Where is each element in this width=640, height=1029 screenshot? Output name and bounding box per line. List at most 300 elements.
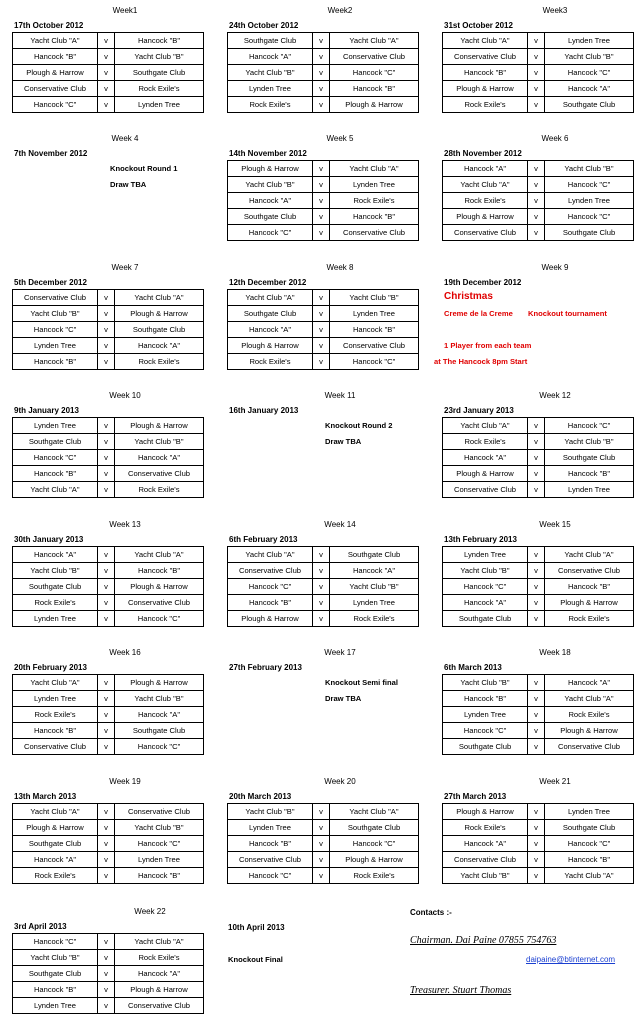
away-team: Yacht Club "A" [115,547,204,563]
away-team: Conservative Club [115,998,204,1014]
away-team: Hancock "B" [330,322,419,338]
week-date: 19th December 2012 [444,278,522,287]
fixture-table [442,803,634,884]
away-team: Hancock "A" [115,338,204,354]
fixture-row [13,482,204,498]
away-team: Plough & Harrow [330,97,419,113]
fixture-row [13,691,204,707]
fixture-table [227,289,419,370]
fixture-row [13,868,204,884]
versus: v [528,691,545,707]
christmas-players: 1 Player from each team [444,341,532,350]
away-team: Yacht Club "A" [115,934,204,950]
versus: v [528,418,545,434]
week-label: Week 18 [539,648,571,657]
fixture-table [442,546,634,627]
versus: v [313,97,330,113]
fixture-row [13,836,204,852]
contacts-heading: Contacts :- [410,908,452,917]
fixture-row [443,482,634,498]
fixture-row [228,225,419,241]
versus: v [528,611,545,627]
week-label: Week 6 [541,134,569,143]
fixture-row [228,193,419,209]
home-team: Rock Exile's [443,434,528,450]
away-team: Yacht Club "B" [115,434,204,450]
week-date: 6th February 2013 [229,535,298,544]
week-label: Week 22 [134,907,166,916]
home-team: Hancock "B" [13,466,98,482]
fixture-row [443,852,634,868]
fixture-table [442,32,634,113]
fixture-row [443,81,634,97]
home-team: Yacht Club "B" [228,177,313,193]
home-team: Yacht Club "B" [443,868,528,884]
away-team: Conservative Club [545,739,634,755]
versus: v [313,354,330,370]
away-team: Southgate Club [545,225,634,241]
away-team: Hancock "A" [115,966,204,982]
fixture-row [13,707,204,723]
fixture-row [13,950,204,966]
away-team: Southgate Club [115,322,204,338]
versus: v [98,804,115,820]
versus: v [313,547,330,563]
versus: v [98,595,115,611]
away-team: Lynden Tree [115,852,204,868]
away-team: Yacht Club "A" [330,804,419,820]
week-date: 5th December 2012 [14,278,87,287]
christmas-venue: at The Hancock 8pm Start [434,357,528,366]
away-team: Plough & Harrow [115,675,204,691]
chairman-contact: Chairman. Dai Paine 07855 754763 [410,935,557,946]
away-team: Plough & Harrow [115,579,204,595]
away-team: Rock Exile's [115,354,204,370]
versus: v [528,723,545,739]
versus: v [98,675,115,691]
away-team: Rock Exile's [330,868,419,884]
away-team: Yacht Club "A" [545,691,634,707]
fixture-row [13,81,204,97]
week-date: 31st October 2012 [444,21,513,30]
fixture-row [228,338,419,354]
versus: v [98,982,115,998]
fixture-row [443,820,634,836]
versus: v [528,97,545,113]
fixture-table [227,546,419,627]
home-team: Conservative Club [13,290,98,306]
draw-note: Draw TBA [325,437,362,446]
away-team: Southgate Club [330,820,419,836]
versus: v [528,209,545,225]
fixture-row [443,466,634,482]
fixture-row [13,966,204,982]
away-team: Yacht Club "A" [330,33,419,49]
away-team: Southgate Club [330,547,419,563]
versus: v [313,290,330,306]
home-team: Hancock "A" [443,161,528,177]
week-date: 13th March 2013 [14,792,77,801]
fixture-row [13,290,204,306]
week-label: Week 7 [111,263,139,272]
fixture-row [13,466,204,482]
versus: v [98,852,115,868]
home-team: Yacht Club "B" [228,65,313,81]
versus: v [313,868,330,884]
home-team: Hancock "C" [443,579,528,595]
home-team: Hancock "A" [13,547,98,563]
fixture-row [443,97,634,113]
week-date: 16th January 2013 [229,406,299,415]
versus: v [98,33,115,49]
fixture-row [13,998,204,1014]
treasurer-contact: Treasurer. Stuart Thomas [410,985,512,996]
chairman-email-link[interactable]: daipaine@btinternet.com [526,955,616,964]
versus: v [313,563,330,579]
away-team: Plough & Harrow [115,306,204,322]
away-team: Lynden Tree [545,482,634,498]
versus: v [528,595,545,611]
fixture-table [12,933,204,1014]
away-team: Hancock "A" [545,675,634,691]
versus: v [528,820,545,836]
home-team: Southgate Club [443,611,528,627]
draw-note: Draw TBA [110,180,147,189]
home-team: Southgate Club [13,434,98,450]
fixture-row [13,97,204,113]
knockout-round: Knockout Semi final [325,678,398,687]
fixture-row [443,611,634,627]
versus: v [313,177,330,193]
versus: v [98,723,115,739]
fixture-row [228,595,419,611]
fixture-row [13,547,204,563]
fixture-row [443,33,634,49]
versus: v [528,579,545,595]
home-team: Hancock "A" [228,322,313,338]
away-team: Southgate Club [115,65,204,81]
fixture-row [13,450,204,466]
fixture-row [443,547,634,563]
home-team: Lynden Tree [443,707,528,723]
away-team: Hancock "C" [330,65,419,81]
week-date: 28th November 2012 [444,149,522,158]
home-team: Yacht Club "A" [443,177,528,193]
away-team: Conservative Club [330,49,419,65]
versus: v [313,161,330,177]
home-team: Conservative Club [13,81,98,97]
away-team: Plough & Harrow [330,852,419,868]
away-team: Rock Exile's [115,950,204,966]
home-team: Yacht Club "B" [443,675,528,691]
home-team: Plough & Harrow [13,820,98,836]
versus: v [313,33,330,49]
fixture-row [228,579,419,595]
away-team: Hancock "C" [115,739,204,755]
fixture-row [13,563,204,579]
versus: v [98,966,115,982]
away-team: Hancock "C" [115,836,204,852]
week-date: 30th January 2013 [14,535,84,544]
knockout-round: Knockout Round 2 [325,421,393,430]
home-team: Yacht Club "A" [228,547,313,563]
away-team: Conservative Club [330,338,419,354]
fixture-row [13,322,204,338]
away-team: Hancock "C" [545,418,634,434]
home-team: Rock Exile's [443,193,528,209]
away-team: Hancock "C" [330,836,419,852]
versus: v [98,547,115,563]
home-team: Conservative Club [443,225,528,241]
home-team: Lynden Tree [228,820,313,836]
home-team: Plough & Harrow [443,209,528,225]
fixture-row [443,579,634,595]
home-team: Hancock "B" [13,354,98,370]
home-team: Hancock "B" [13,723,98,739]
fixture-row [13,49,204,65]
away-team: Lynden Tree [115,97,204,113]
home-team: Southgate Club [13,579,98,595]
week-date: 27th March 2013 [444,792,507,801]
away-team: Conservative Club [115,595,204,611]
week-date: 9th January 2013 [14,406,79,415]
fixture-row [13,354,204,370]
week-date: 6th March 2013 [444,663,502,672]
fixture-row [443,65,634,81]
home-team: Hancock "C" [443,723,528,739]
week-label: Week1 [112,6,138,15]
versus: v [528,482,545,498]
versus: v [313,836,330,852]
fixture-row [13,579,204,595]
final-label: Knockout Final [228,955,283,964]
fixture-row [443,675,634,691]
versus: v [313,579,330,595]
versus: v [98,434,115,450]
knockout-round: Knockout Round 1 [110,164,178,173]
home-team: Yacht Club "A" [443,33,528,49]
home-team: Southgate Club [228,306,313,322]
versus: v [313,65,330,81]
away-team: Yacht Club "A" [330,161,419,177]
fixture-row [443,434,634,450]
fixture-row [228,804,419,820]
week-label: Week 16 [109,648,141,657]
fixture-row [13,595,204,611]
fixture-row [13,418,204,434]
away-team: Hancock "B" [545,579,634,595]
fixture-row [13,723,204,739]
versus: v [98,354,115,370]
week-label: Week 15 [539,520,571,529]
draw-note: Draw TBA [325,694,362,703]
fixture-row [228,820,419,836]
home-team: Lynden Tree [13,338,98,354]
week-date: 14th November 2012 [229,149,307,158]
versus: v [313,820,330,836]
week-label: Week 12 [539,391,571,400]
fixture-row [228,290,419,306]
fixture-row [443,691,634,707]
versus: v [528,707,545,723]
home-team: Lynden Tree [13,611,98,627]
fixture-row [228,306,419,322]
away-team: Lynden Tree [330,177,419,193]
home-team: Rock Exile's [13,868,98,884]
versus: v [528,33,545,49]
versus: v [98,338,115,354]
fixture-table [227,32,419,113]
fixture-row [228,65,419,81]
home-team: Yacht Club "A" [13,482,98,498]
home-team: Lynden Tree [228,81,313,97]
week-date: 23rd January 2013 [444,406,514,415]
home-team: Southgate Club [13,966,98,982]
away-team: Rock Exile's [330,193,419,209]
versus: v [528,177,545,193]
fixture-table [227,160,419,241]
home-team: Yacht Club "B" [443,563,528,579]
versus: v [528,739,545,755]
home-team: Yacht Club "A" [443,418,528,434]
versus: v [98,482,115,498]
home-team: Yacht Club "B" [13,563,98,579]
week-date: 20th February 2013 [14,663,87,672]
home-team: Hancock "B" [228,836,313,852]
versus: v [98,611,115,627]
home-team: Conservative Club [443,482,528,498]
fixture-table [12,32,204,113]
versus: v [98,65,115,81]
versus: v [528,225,545,241]
away-team: Lynden Tree [330,306,419,322]
week-date: 17th October 2012 [14,21,84,30]
home-team: Yacht Club "A" [13,675,98,691]
fixture-row [228,33,419,49]
fixture-row [13,852,204,868]
away-team: Hancock "B" [545,852,634,868]
versus: v [313,322,330,338]
versus: v [98,290,115,306]
home-team: Hancock "C" [228,579,313,595]
away-team: Plough & Harrow [545,595,634,611]
fixture-table [12,546,204,627]
week-date: 24th October 2012 [229,21,299,30]
away-team: Yacht Club "B" [115,49,204,65]
home-team: Conservative Club [443,852,528,868]
away-team: Hancock "A" [115,450,204,466]
fixture-row [13,982,204,998]
versus: v [313,804,330,820]
away-team: Yacht Club "B" [115,820,204,836]
fixture-table [442,160,634,241]
fixture-row [13,611,204,627]
away-team: Plough & Harrow [545,723,634,739]
week-date: 20th March 2013 [229,792,292,801]
fixture-table [442,417,634,498]
away-team: Yacht Club "A" [115,290,204,306]
fixture-row [13,33,204,49]
away-team: Conservative Club [330,225,419,241]
versus: v [98,466,115,482]
home-team: Rock Exile's [443,820,528,836]
away-team: Lynden Tree [545,804,634,820]
fixture-row [443,450,634,466]
week-label: Week 8 [326,263,354,272]
home-team: Hancock "C" [228,225,313,241]
christmas-event: Creme de la Creme [444,309,513,318]
versus: v [313,852,330,868]
home-team: Conservative Club [228,852,313,868]
versus: v [98,707,115,723]
home-team: Conservative Club [228,563,313,579]
versus: v [528,466,545,482]
home-team: Hancock "C" [13,934,98,950]
home-team: Lynden Tree [13,998,98,1014]
home-team: Yacht Club "A" [13,33,98,49]
fixture-row [13,306,204,322]
away-team: Hancock "C" [115,611,204,627]
fixture-row [13,65,204,81]
fixture-row [443,723,634,739]
week-label: Week 19 [109,777,141,786]
versus: v [528,434,545,450]
versus: v [528,450,545,466]
home-team: Hancock "A" [228,49,313,65]
away-team: Rock Exile's [545,707,634,723]
week-label: Week2 [327,6,353,15]
away-team: Hancock "B" [545,466,634,482]
fixture-row [13,820,204,836]
home-team: Rock Exile's [228,97,313,113]
home-team: Rock Exile's [13,707,98,723]
versus: v [313,595,330,611]
fixture-table [12,289,204,370]
week-date: 3rd April 2013 [14,922,67,931]
fixture-row [443,193,634,209]
versus: v [528,563,545,579]
home-team: Hancock "B" [13,982,98,998]
week-label: Week 4 [111,134,139,143]
week-label: Week3 [542,6,568,15]
versus: v [313,81,330,97]
away-team: Rock Exile's [330,611,419,627]
versus: v [98,836,115,852]
home-team: Hancock "A" [443,450,528,466]
versus: v [98,81,115,97]
home-team: Hancock "A" [13,852,98,868]
fixture-row [13,338,204,354]
away-team: Rock Exile's [115,482,204,498]
week-label: Week 9 [541,263,569,272]
fixture-row [443,836,634,852]
versus: v [528,65,545,81]
versus: v [98,322,115,338]
fixture-row [228,49,419,65]
home-team: Hancock "C" [13,97,98,113]
fixture-row [13,434,204,450]
versus: v [98,418,115,434]
home-team: Hancock "B" [443,65,528,81]
versus: v [528,547,545,563]
week-label: Week 20 [324,777,356,786]
away-team: Yacht Club "A" [545,868,634,884]
fixture-row [228,209,419,225]
versus: v [528,804,545,820]
week-date: 27th February 2013 [229,663,302,672]
away-team: Conservative Club [115,804,204,820]
home-team: Hancock "B" [443,691,528,707]
